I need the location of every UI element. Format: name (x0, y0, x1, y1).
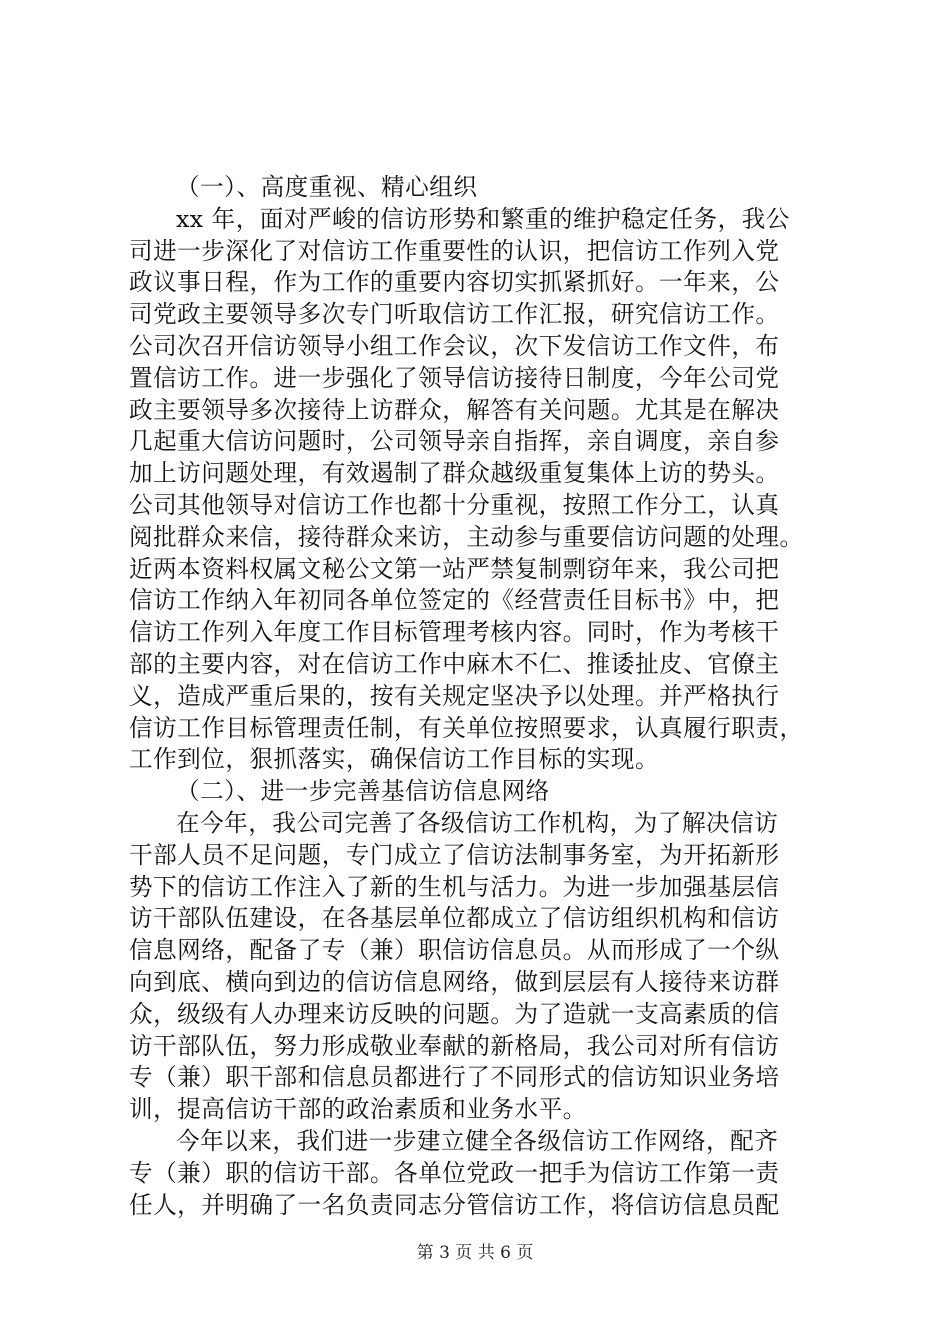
paragraph-line: 司党政主要领导多次专门听取信访工作汇报，研究信访工作。 (129, 300, 780, 329)
paragraph-line: 干部人员不足问题，专门成立了信访法制事务室，为开拓新形 (129, 840, 780, 869)
paragraph-line: 专（兼）职干部和信息员都进行了不同形式的信访知识业务培 (129, 1063, 780, 1092)
paragraph-first-line: 在今年，我公司完善了各级信访工作机构，为了解决信访 (176, 808, 779, 837)
paragraph-line: 置信访工作。进一步强化了领导信访接待日制度，今年公司党 (129, 363, 780, 392)
paragraph-first-line: 今年以来，我们进一步建立健全各级信访工作网络，配齐 (176, 1126, 779, 1155)
paragraph-line: 信息网络，配备了专（兼）职信访信息员。从而形成了一个纵 (129, 936, 780, 965)
paragraph-line: 访干部队伍建设，在各基层单位都成立了信访组织机构和信访 (129, 904, 780, 933)
paragraph-line: 信访工作列入年度工作目标管理考核内容。同时，作为考核干 (129, 618, 780, 647)
paragraph-line: 阅批群众来信，接待群众来访，主动参与重要信访问题的处理。 (129, 522, 804, 551)
paragraph-line: 众，级级有人办理来访反映的问题。为了造就一支高素质的信 (129, 999, 780, 1028)
paragraph-line: 公司其他领导对信访工作也都十分重视，按照工作分工，认真 (129, 490, 780, 519)
paragraph-line: 访干部队伍，努力形成敬业奉献的新格局，我公司对所有信访 (129, 1031, 780, 1060)
section-heading: （二）、进一步完善基信访信息网络 (176, 777, 550, 806)
paragraph-line: 训，提高信访干部的政治素质和业务水平。 (129, 1095, 587, 1124)
paragraph-line: 公司次召开信访领导小组工作会议，次下发信访工作文件，布 (129, 331, 780, 360)
paragraph-line: 几起重大信访问题时，公司领导亲自指挥，亲自调度，亲自参 (129, 427, 780, 456)
paragraph-line: 政议事日程，作为工作的重要内容切实抓紧抓好。一年来，公 (129, 268, 780, 297)
paragraph-line: 任人，并明确了一名负责同志分管信访工作，将信访信息员配 (129, 1190, 780, 1219)
paragraph-line: 信访工作纳入年初同各单位签定的《经营责任目标书》中，把 (129, 586, 780, 615)
page-footer: 第 3 页 共 6 页 (416, 1243, 534, 1263)
paragraph-line: 工作到位，狠抓落实，确保信访工作目标的实现。 (129, 745, 660, 774)
paragraph-line: 义，造成严重后果的，按有关规定坚决予以处理。并严格执行 (129, 681, 780, 710)
paragraph-first-line: xx 年，面对严峻的信访形势和繁重的维护稳定任务，我公 (176, 204, 790, 233)
paragraph-line: 势下的信访工作注入了新的生机与活力。为进一步加强基层信 (129, 872, 780, 901)
paragraph-line: 近两本资料权属文秘公文第一站严禁复制剽窃年来，我公司把 (129, 554, 780, 583)
paragraph-line: 部的主要内容，对在信访工作中麻木不仁、推诿扯皮、官僚主 (129, 649, 780, 678)
paragraph-line: 信访工作目标管理责任制，有关单位按照要求，认真履行职责， (129, 713, 804, 742)
paragraph-line: 加上访问题处理，有效遏制了群众越级重复集体上访的势头。 (129, 459, 780, 488)
paragraph-line: 政主要领导多次接待上访群众，解答有关问题。尤其是在解决 (129, 395, 780, 424)
document-body (129, 172, 829, 1221)
paragraph-line: 司进一步深化了对信访工作重要性的认识，把信访工作列入党 (129, 236, 780, 265)
paragraph-line: 向到底、横向到边的信访信息网络，做到层层有人接待来访群 (129, 967, 780, 996)
section-heading: （一）、高度重视、精心组织 (176, 173, 478, 201)
paragraph-line: 专（兼）职的信访干部。各单位党政一把手为信访工作第一责 (129, 1158, 780, 1187)
